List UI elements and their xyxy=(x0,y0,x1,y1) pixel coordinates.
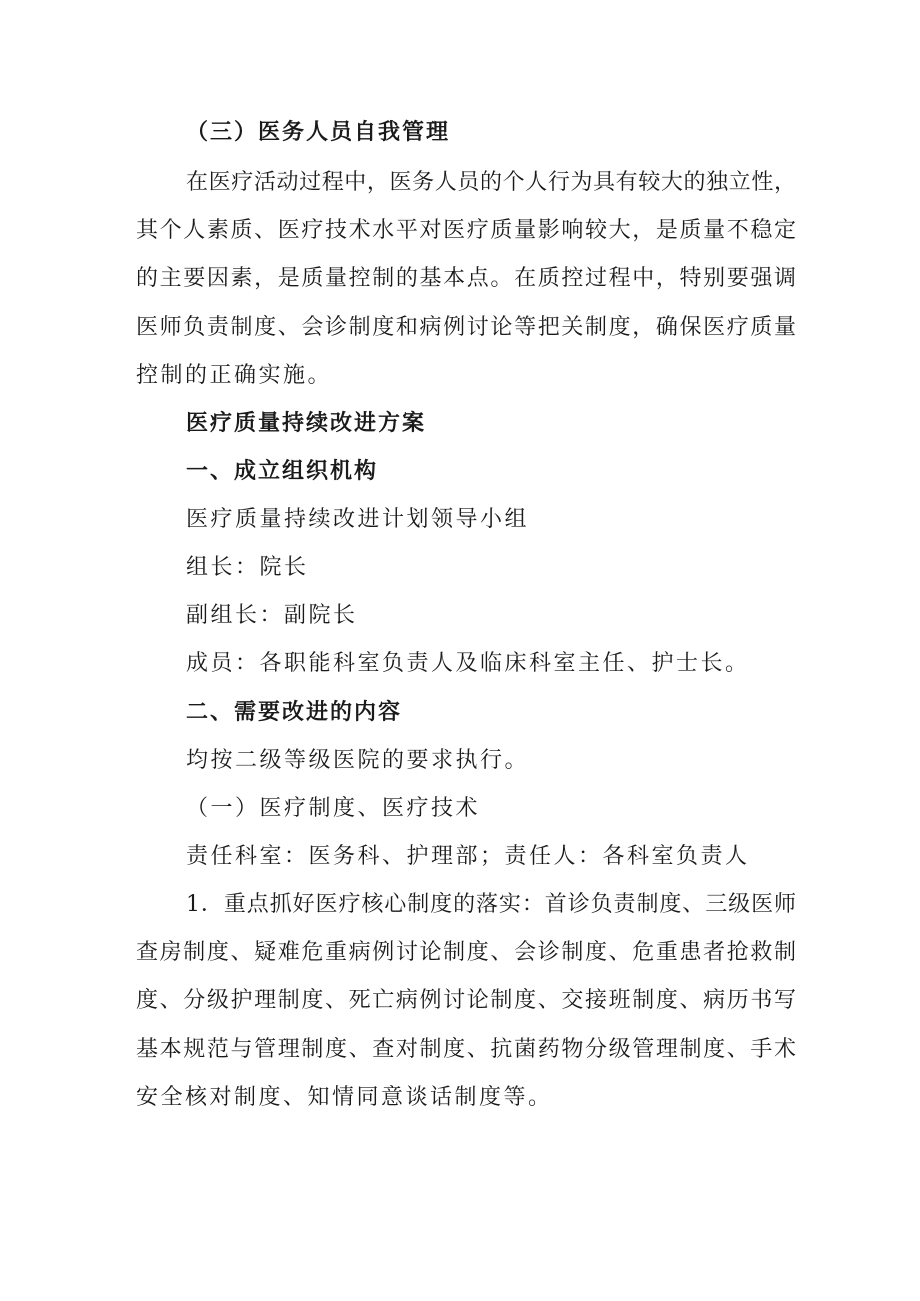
document-title: 医疗质量持续改进方案 xyxy=(186,411,427,436)
paragraph-line: 责任科室：医务科、护理部；责任人：各科室负责人 xyxy=(186,844,750,869)
paragraph-line: 副组长：副院长 xyxy=(186,603,358,628)
paragraph-line: 度、分级护理制度、死亡病例讨论制度、交接班制度、病历书写 xyxy=(136,988,796,1013)
section-heading-improvements: 二、需要改进的内容 xyxy=(186,700,403,725)
paragraph-line: 组长：院长 xyxy=(186,555,309,580)
paragraph-line: 1．重点抓好医疗核心制度的落实：首诊负责制度、三级医师 xyxy=(186,892,796,917)
paragraph-line: 医师负责制度、会诊制度和病例讨论等把关制度，确保医疗质量 xyxy=(136,315,796,340)
section-heading-organization: 一、成立组织机构 xyxy=(186,459,379,484)
paragraph-line: 在医疗活动过程中，医务人员的个人行为具有较大的独立性， xyxy=(186,170,796,195)
paragraph-line: 安全核对制度、知情同意谈话制度等。 xyxy=(136,1085,553,1110)
paragraph-line: 的主要因素，是质量控制的基本点。在质控过程中，特别要强调 xyxy=(136,266,796,291)
paragraph-line: 查房制度、疑难危重病例讨论制度、会诊制度、危重患者抢救制 xyxy=(136,940,796,965)
paragraph-line: 成员：各职能科室负责人及临床科室主任、护士长。 xyxy=(186,651,750,676)
paragraph-line: 基本规范与管理制度、查对制度、抗菌药物分级管理制度、手术 xyxy=(136,1037,796,1062)
subsection-heading: （一）医疗制度、医疗技术 xyxy=(186,796,481,821)
paragraph-line: 控制的正确实施。 xyxy=(136,363,333,388)
section-heading-self-management: （三）医务人员自我管理 xyxy=(186,120,451,145)
paragraph-line: 均按二级等级医院的要求执行。 xyxy=(186,748,530,773)
paragraph-line: 其个人素质、医疗技术水平对医疗质量影响较大，是质量不稳定 xyxy=(136,218,796,243)
paragraph-line: 医疗质量持续改进计划领导小组 xyxy=(186,507,530,532)
